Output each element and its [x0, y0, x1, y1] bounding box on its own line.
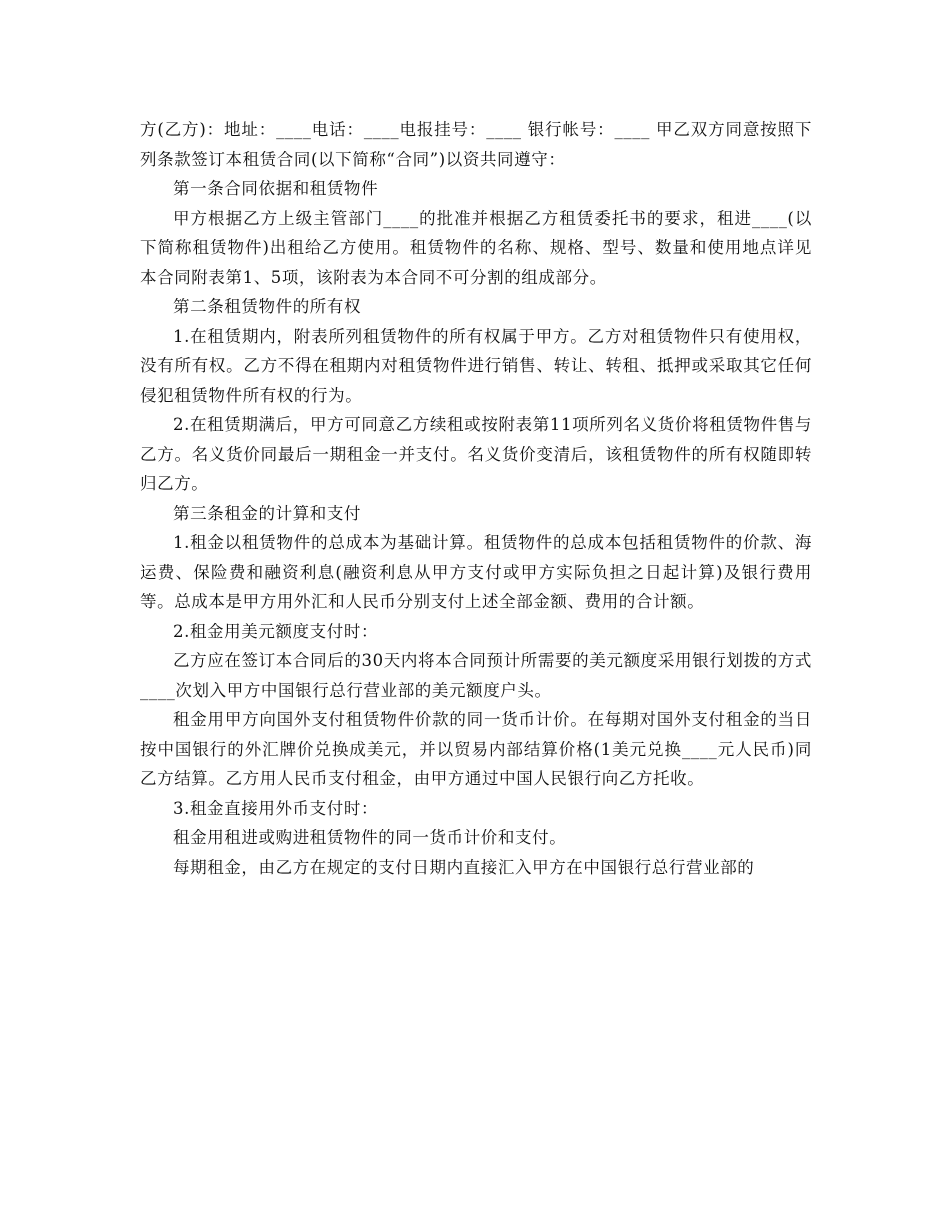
article-3-clause-1: 1.租金以租赁物件的总成本为基础计算。租赁物件的总成本包括租赁物件的价款、海运费、保险费和融资利息(融资利息从甲方支付或甲方实际负担之日起计算)及银行费用等。总成本是甲方用外汇和人民币分别支付上述全部金额、费用的合计额。 [140, 533, 812, 611]
article-2-clause-1: 1.在租赁期内，附表所列租赁物件的所有权属于甲方。乙方对租赁物件只有使用权，没有所有权。乙方不得在租期内对租赁物件进行销售、转让、转租、抵押或采取其它任何侵犯租赁物件所有权的行为。 [140, 326, 812, 405]
article-1-heading: 第一条合同依据和租赁物件 [173, 179, 379, 198]
article-3-clause-2-body-2: 租金用甲方向国外支付租赁物件价款的同一货币计价。在每期对国外支付租金的当日按中国银行的外汇牌价兑换成美元，并以贸易内部结算价格(1美元兑换____元人民币)同乙方结算。乙方用人民币支付租金，由甲方通过中国人民银行向乙方托收。 [140, 710, 812, 788]
party-info-paragraph: 方(乙方)：地址：____电话：____电报挂号：____ 银行帐号：____ 甲乙双方同意按照下列条款签订本租赁合同(以下简称“合同”)以资共同遵守： [140, 120, 812, 169]
article-3-clause-2-title: 2.租金用美元额度支付时： [173, 621, 379, 641]
article-2-heading: 第二条租赁物件的所有权 [173, 297, 362, 316]
article-3-heading: 第三条租金的计算和支付 [173, 503, 362, 523]
article-3-clause-3-body-2: 每期租金，由乙方在规定的支付日期内直接汇入甲方在中国银行总行营业部的 [173, 857, 755, 877]
article-2-clause-2: 2.在租赁期满后，甲方可同意乙方续租或按附表第11项所列名义货价将租赁物件售与乙方。名义货价同最后一期租金一并支付。名义货价变清后，该租赁物件的所有权随即转归乙方。 [140, 415, 812, 493]
article-3-clause-3-title: 3.租金直接用外币支付时： [173, 798, 379, 818]
article-1-paragraph: 甲方根据乙方上级主管部门____的批准并根据乙方租赁委托书的要求，租进____(以下简称租赁物件)出租给乙方使用。租赁物件的名称、规格、型号、数量和使用地点详见本合同附表第1、5项，该附表为本合同不可分割的组成部分。 [140, 208, 812, 287]
article-3-clause-3-body-1: 租金用租进或购进租赁物件的同一货币计价和支付。 [173, 828, 567, 847]
document-body [140, 115, 812, 882]
article-3-clause-2-body-1: 乙方应在签订本合同后的30天内将本合同预计所需要的美元额度采用银行划拨的方式____次划入甲方中国银行总行营业部的美元额度户头。 [140, 651, 812, 700]
